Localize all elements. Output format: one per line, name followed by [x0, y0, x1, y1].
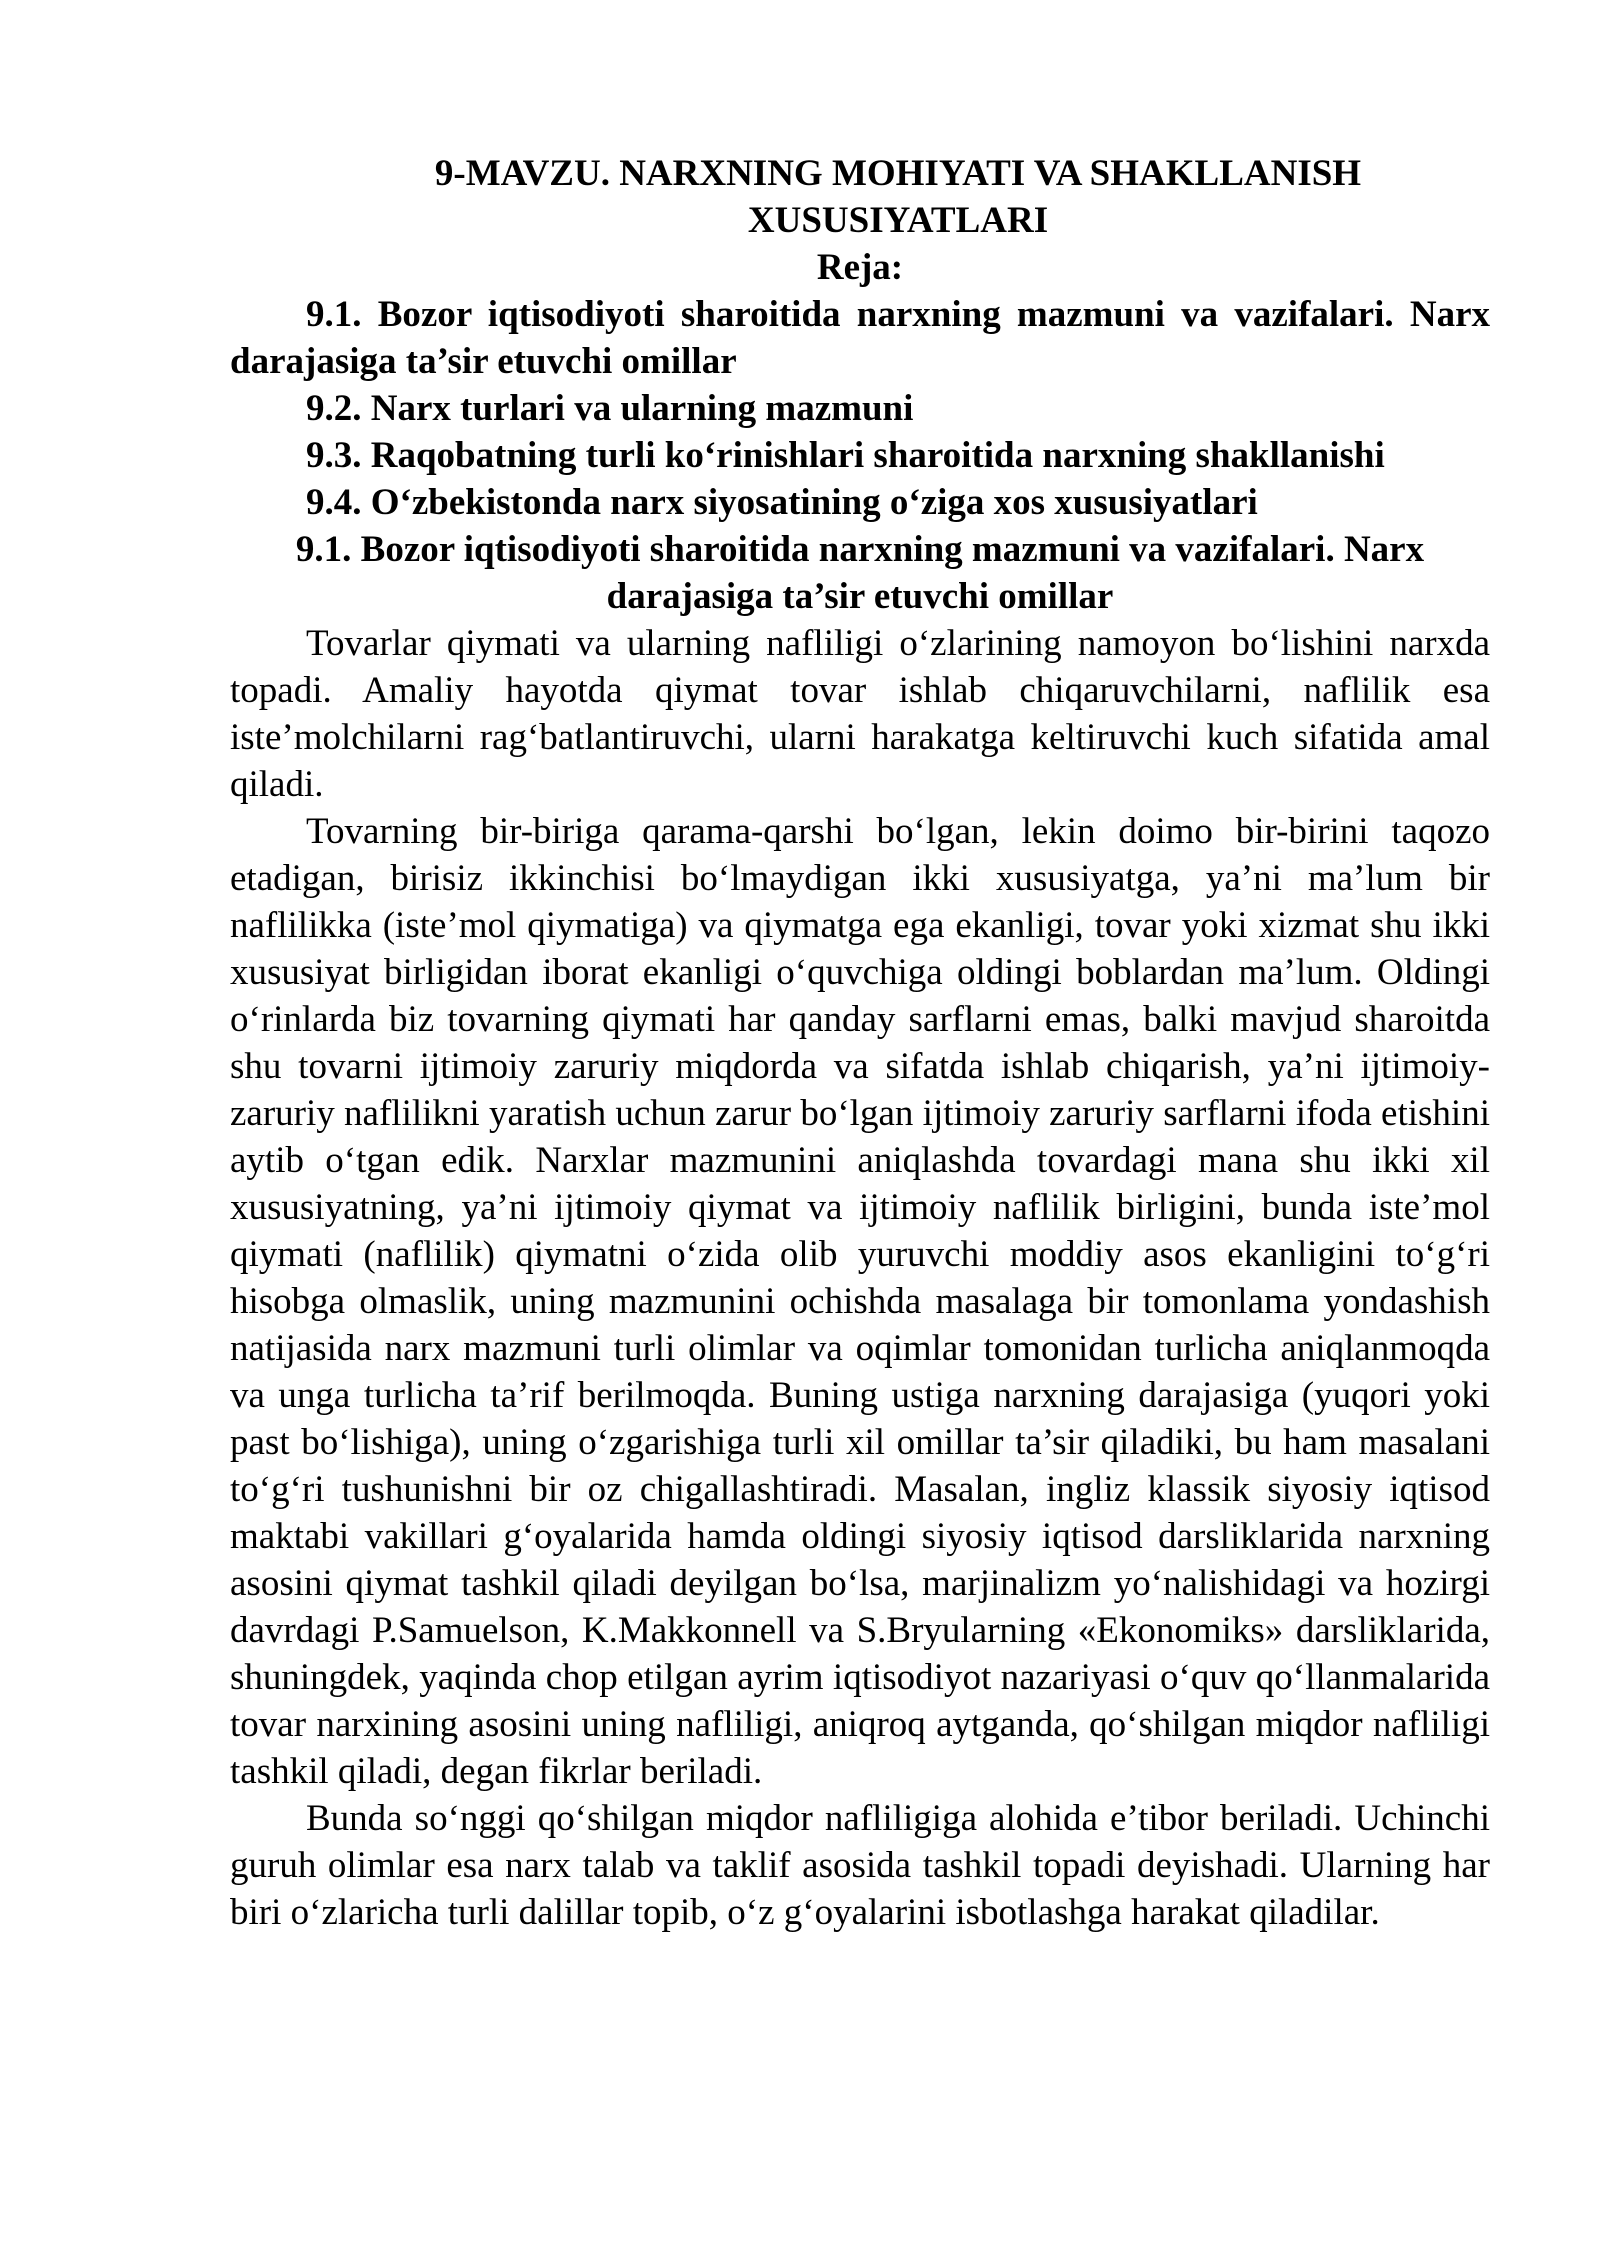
body-paragraph-1: Tovarlar qiymati va ularning nafliligi o‘zlarining namoyon bo‘lishini narxda topadi. Amaliy hayotda qiymat tovar ishlab chiqaruvchilarni, naflilik esa iste’molchilarni rag‘batlantiruvchi, ularni harakatga keltiruvchi kuch sifatida amal qiladi.	[230, 623, 1490, 805]
document-title: 9-MAVZU. NARXNING MOHIYATI VA SHAKLLANISH XUSUSIYATLARI	[434, 153, 1362, 241]
body-paragraph-3: Bunda so‘nggi qo‘shilgan miqdor nafliligiga alohida e’tibor beriladi. Uchinchi guruh olimlar esa narx talab va taklif asosida tashkil topadi deyishadi. Ularning har biri o‘zlaricha turli dalillar topib, o‘z g‘oyalarini isbotlashga harakat qiladilar.	[230, 1798, 1490, 1933]
plan-item-2: 9.2. Narx turlari va ularning mazmuni	[306, 388, 914, 429]
plan-item-4: 9.4. O‘zbekistonda narx siyosatining o‘ziga xos xususiyatlari	[306, 482, 1258, 523]
plan-heading: Reja:	[816, 247, 904, 288]
plan-item-3	[230, 432, 1490, 479]
plan-item-3-text: 9.3. Raqobatning turli ko‘rinishlari sharoitida narxning shakllanishi	[306, 435, 1385, 476]
body-paragraph-2: Tovarning bir-biriga qarama-qarshi bo‘lgan, lekin doimo bir-birini taqozo etadigan, birisiz ikkinchisi bo‘lmaydigan ikki xususiyatga, ya’ni ma’lum bir naflilikka (iste’mol qiymatiga) va qiymatga ega ekanligi, tovar yoki xizmat shu ikki xususiyat birligidan iborat ekanligi o‘quvchiga oldingi boblardan ma’lum. Oldingi o‘rinlarda biz tovarning qiymati har qanday sarflarni emas, balki mavjud sharoitda shu tovarni ijtimoiy zaruriy miqdorda va sifatda ishlab chiqarish, ya’ni ijtimoiy-zaruriy naflilikni yaratish uchun zarur bo‘lgan ijtimoiy zaruriy sarflarni ifoda etishini aytib o‘tgan edik. Narxlar mazmunini aniqlashda tovardagi mana shu ikki xil xususiyatning, ya’ni ijtimoiy qiymat va ijtimoiy naflilik birligini, bunda iste’mol qiymati (naflilik) qiymatni o‘zida olib yuruvchi moddiy asos ekanligini to‘g‘ri hisobga olmaslik, uning mazmunini ochishda masalaga bir tomonlama yondashish natijasida narx mazmuni turli olimlar va oqimlar tomonidan turlicha aniqlanmoqda va unga turlicha ta’rif berilmoqda. Buning ustiga narxning darajasiga (yuqori yoki past bo‘lishiga), uning o‘zgarishiga turli xil omillar ta’sir qiladiki, bu ham masalani to‘g‘ri tushunishni bir oz chigallashtiradi. Masalan, ingliz klassik siyosiy iqtisod maktabi vakillari g‘oyalarida hamda oldingi siyosiy iqtisod darsliklarida narxning asosini qiymat tashkil qiladi deyilgan bo‘lsa, marjinalizm yo‘nalishidagi va hozirgi davrdagi P.Samuelson, K.Makkonnell va S.Bryularning «Ekonomiks» darsliklarida, shuningdek, yaqinda chop etilgan ayrim iqtisodiyot nazariyasi o‘quv qo‘llanmalarida tovar narxining asosini uning nafliligi, aniqroq aytganda, qo‘shilgan miqdor nafliligi tashkil qiladi, degan fikrlar beriladi.	[230, 811, 1490, 1792]
plan-item-1: 9.1. Bozor iqtisodiyoti sharoitida narxning mazmuni va vazifalari. Narx darajasiga ta’sir etuvchi omillar	[230, 294, 1490, 382]
section-heading: 9.1. Bozor iqtisodiyoti sharoitida narxning mazmuni va vazifalari. Narx darajasiga ta’sir etuvchi omillar	[295, 529, 1425, 617]
document-page	[230, 150, 1490, 1936]
